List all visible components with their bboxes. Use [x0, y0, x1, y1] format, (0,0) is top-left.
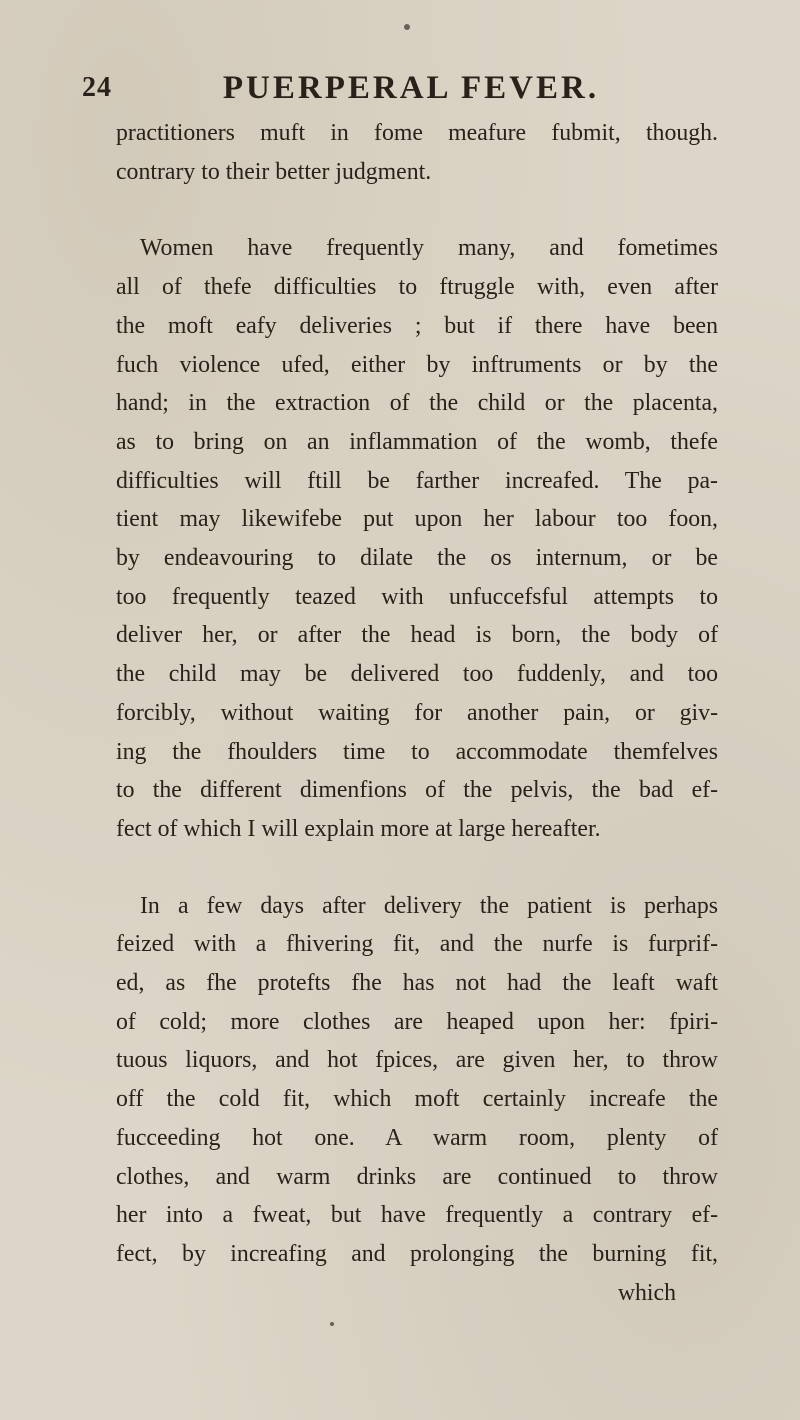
text-line: tient may likewifebe put upon her labour too foon,	[116, 506, 718, 533]
paragraph-gap	[116, 849, 718, 887]
text-line: deliver her, or after the head is born, the body of	[116, 622, 718, 649]
text-line: the moft eafy deliveries ; but if there have been	[116, 312, 718, 339]
text-line: difficulties will ftill be farther increafed. The pa-	[116, 467, 718, 494]
text-line: tuous liquors, and hot fpices, are given her, to throw	[116, 1047, 718, 1074]
text-line: fect of which I will explain more at large hereafter.	[116, 815, 601, 842]
text-line: feized with a fhivering fit, and the nurfe is furprif-	[116, 931, 718, 958]
text-line: all of thefe difficulties to ftruggle with, even after	[116, 274, 718, 301]
text-line: too frequently teazed with unfuccefsful attempts to	[116, 583, 718, 610]
text-line: by endeavouring to dilate the os internum, or be	[116, 545, 718, 572]
paragraph-3	[116, 887, 718, 1274]
body-text	[116, 114, 718, 1312]
paragraph-2	[116, 229, 718, 848]
text-line: fect, by increafing and prolonging the burning fit,	[116, 1240, 718, 1267]
text-line: fuch violence ufed, either by inftruments or by the	[116, 351, 718, 378]
text-line: to the different dimenfions of the pelvis, the bad ef-	[116, 777, 718, 804]
text-line: Women have frequently many, and fometimes	[140, 235, 718, 262]
text-line: ing the fhoulders time to accommodate themfelves	[116, 738, 718, 765]
text-line: In a few days after delivery the patient is perhaps	[140, 892, 718, 919]
text-line: fucceeding hot one. A warm room, plenty of	[116, 1124, 718, 1151]
paragraph-gap	[116, 191, 718, 229]
text-line: her into a fweat, but have frequently a contrary ef-	[116, 1202, 718, 1229]
catchword: which	[617, 1279, 676, 1306]
running-head	[82, 68, 730, 108]
page-number: 24	[82, 72, 112, 103]
text-line: off the cold fit, which moft certainly increafe the	[116, 1086, 718, 1113]
text-line: the child may be delivered too fuddenly, and too	[116, 661, 718, 688]
text-line: contrary to their better judgment.	[116, 158, 432, 185]
text-line: forcibly, without waiting for another pain, or giv-	[116, 699, 718, 726]
text-line: ed, as fhe protefts fhe has not had the leaft waft	[116, 970, 718, 997]
text-line: of cold; more clothes are heaped upon her: fpiri-	[116, 1008, 718, 1035]
text-line: as to bring on an inflammation of the womb, thefe	[116, 428, 718, 455]
text-line: clothes, and warm drinks are continued to throw	[116, 1163, 718, 1190]
ink-speck	[404, 24, 410, 30]
running-title: PUERPERAL FEVER.	[222, 69, 600, 106]
text-line: hand; in the extraction of the child or the placenta,	[116, 390, 718, 417]
ink-speck	[330, 1322, 334, 1326]
paragraph-1	[116, 114, 718, 191]
text-line: practitioners muft in fome meafure fubmit, though.	[116, 120, 718, 146]
